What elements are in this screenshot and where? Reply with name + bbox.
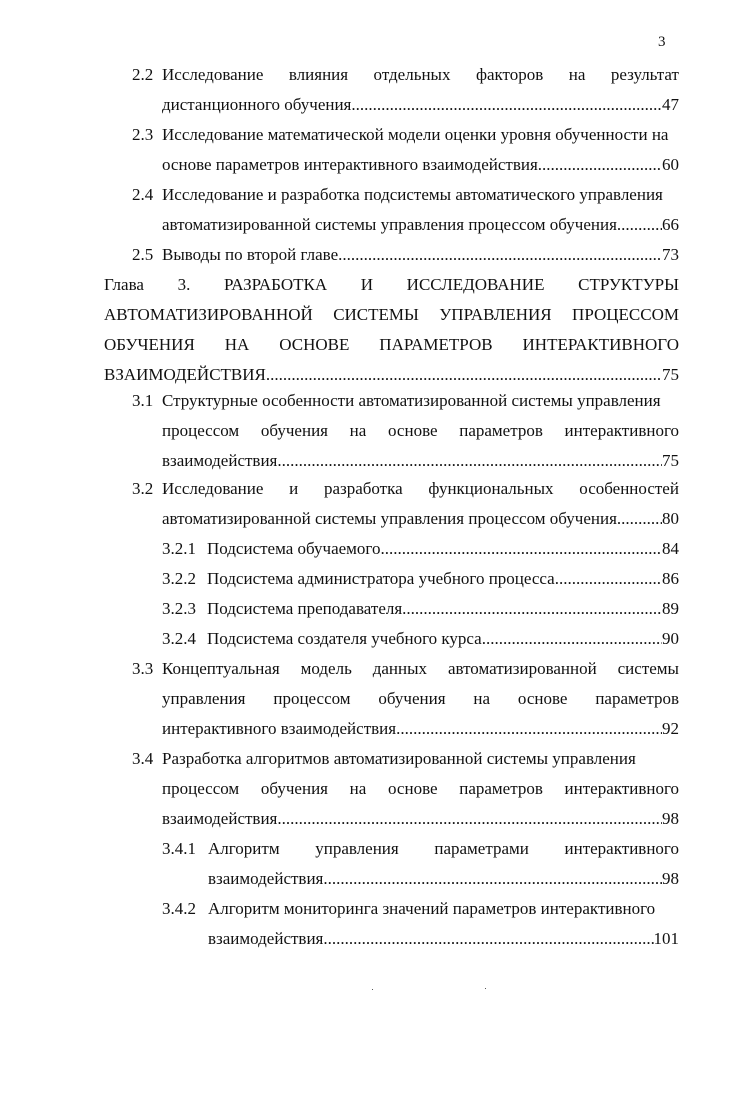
dot-leader bbox=[351, 90, 662, 120]
toc-entry-3-2-4 bbox=[0, 624, 733, 654]
toc-word: процессом bbox=[273, 689, 351, 708]
toc-leader-line bbox=[208, 924, 679, 954]
toc-chapter-3 bbox=[0, 270, 733, 390]
toc-number: 3.2.2 bbox=[162, 569, 196, 588]
toc-title: Подсистема преподавателя bbox=[207, 599, 403, 618]
toc-word: влияния bbox=[288, 65, 349, 84]
toc-word: и bbox=[289, 479, 299, 498]
dot-leader bbox=[555, 564, 662, 594]
dot-leader bbox=[323, 864, 662, 894]
toc-word: основе bbox=[517, 689, 568, 708]
toc-page-number: 47 bbox=[662, 95, 679, 114]
toc-number: 2.3 bbox=[132, 125, 154, 144]
toc-word: на bbox=[349, 779, 367, 798]
toc-number: 3.2 bbox=[132, 479, 154, 498]
toc-word: управления bbox=[315, 839, 399, 858]
toc-title: Исследование и разработка подсистемы автоматического управления bbox=[162, 185, 663, 204]
toc-word: Концептуальная bbox=[162, 659, 280, 678]
dot-leader bbox=[396, 714, 662, 744]
toc-word: интерактивного bbox=[564, 421, 679, 440]
toc-word: ИНТЕРАКТИВНОГО bbox=[522, 335, 679, 354]
toc-title-line bbox=[162, 60, 679, 90]
toc-word: процессом bbox=[162, 779, 240, 798]
toc-word: разработка bbox=[323, 479, 403, 498]
toc-word: НА bbox=[224, 335, 250, 354]
toc-word: системы bbox=[617, 659, 679, 678]
toc-title: Подсистема обучаемого bbox=[207, 539, 381, 558]
toc-title-line bbox=[162, 180, 679, 210]
toc-entry-2-3 bbox=[0, 120, 733, 180]
toc-word: функциональных bbox=[428, 479, 554, 498]
toc-page-number: 86 bbox=[662, 569, 679, 588]
toc-number: 2.4 bbox=[132, 185, 154, 204]
toc-entry-3-4 bbox=[0, 744, 733, 834]
scan-speck bbox=[485, 988, 486, 989]
toc-leader-line bbox=[162, 150, 679, 180]
dot-leader bbox=[617, 504, 662, 534]
toc-word: Исследование bbox=[162, 65, 264, 84]
toc-number: 3.3 bbox=[132, 659, 154, 678]
page-number: 3 bbox=[658, 34, 666, 50]
toc-title-line bbox=[162, 120, 679, 150]
toc-entry-3-2 bbox=[0, 474, 733, 534]
toc-word: основе bbox=[388, 779, 438, 798]
dot-leader bbox=[402, 594, 662, 624]
toc-word: факторов bbox=[475, 65, 544, 84]
toc-word: Алгоритм bbox=[208, 839, 280, 858]
toc-word: ОСНОВЕ bbox=[279, 335, 350, 354]
toc-entry-3-2-1 bbox=[0, 534, 733, 564]
toc-leader-line bbox=[207, 534, 679, 564]
toc-word: Исследование bbox=[162, 479, 264, 498]
toc-word: на bbox=[568, 65, 586, 84]
toc-page-number: 66 bbox=[662, 215, 679, 234]
toc-entry-3-2-3 bbox=[0, 594, 733, 624]
toc-title-line bbox=[162, 774, 679, 804]
toc-word: данных bbox=[372, 659, 428, 678]
toc-word: процессом bbox=[162, 421, 240, 440]
toc-word: обучения bbox=[260, 421, 328, 440]
toc-word: СИСТЕМЫ bbox=[333, 305, 419, 324]
toc-title-line bbox=[162, 386, 679, 416]
toc-leader-line bbox=[162, 210, 679, 240]
toc-title: дистанционного обучения bbox=[162, 95, 352, 114]
toc-number: 3.2.4 bbox=[162, 629, 196, 648]
toc-number: 3.4.1 bbox=[162, 839, 196, 858]
toc-number: 3.2.3 bbox=[162, 599, 196, 618]
toc-entry-3-4-1 bbox=[0, 834, 733, 894]
toc-title: основе параметров интерактивного взаимодействия bbox=[162, 155, 538, 174]
toc-title: Выводы по второй главе bbox=[162, 245, 339, 264]
toc-word: на bbox=[349, 421, 367, 440]
toc-word: И bbox=[360, 275, 374, 294]
toc-word: модель bbox=[300, 659, 352, 678]
toc-word: ИССЛЕДОВАНИЕ bbox=[406, 275, 545, 294]
toc-page-number: 75 bbox=[662, 365, 679, 384]
toc-title: взаимодействия bbox=[208, 869, 324, 888]
toc-page-number: 98 bbox=[662, 809, 679, 828]
toc-word: РАЗРАБОТКА bbox=[223, 275, 328, 294]
toc-word: СТРУКТУРЫ bbox=[578, 275, 679, 294]
toc-leader-line bbox=[162, 804, 679, 834]
dot-leader bbox=[338, 240, 662, 270]
dot-leader bbox=[482, 624, 662, 654]
toc-word: ПРОЦЕССОМ bbox=[572, 305, 679, 324]
dot-leader bbox=[381, 534, 663, 564]
toc-page-number: 75 bbox=[662, 451, 679, 470]
toc-word: основе bbox=[388, 421, 438, 440]
toc-title: взаимодействия bbox=[162, 451, 278, 470]
toc-number: 2.5 bbox=[132, 245, 154, 264]
toc-entry-3-3 bbox=[0, 654, 733, 744]
toc-title: Подсистема администратора учебного процесса bbox=[207, 569, 555, 588]
toc-title: ВЗАИМОДЕЙСТВИЯ bbox=[104, 365, 266, 384]
toc-title: Исследование математической модели оценки уровня обученности на bbox=[162, 125, 669, 144]
toc-page-number: 92 bbox=[662, 719, 679, 738]
toc-entry-3-2-2 bbox=[0, 564, 733, 594]
toc-word: отдельных bbox=[373, 65, 451, 84]
toc-title: взаимодействия bbox=[162, 809, 278, 828]
toc-leader-line bbox=[162, 240, 679, 270]
toc-title-line bbox=[162, 684, 679, 714]
dot-leader bbox=[277, 446, 662, 476]
toc-word: 3. bbox=[177, 275, 191, 294]
dot-leader bbox=[617, 210, 662, 240]
toc-leader-line bbox=[162, 90, 679, 120]
toc-title: автоматизированной системы управления процессом обучения bbox=[162, 509, 617, 528]
toc-word: параметрами bbox=[434, 839, 529, 858]
toc-title: взаимодействия bbox=[208, 929, 324, 948]
toc-number: 3.4 bbox=[132, 749, 154, 768]
toc-word: интерактивного bbox=[564, 779, 679, 798]
toc-title-line bbox=[162, 654, 679, 684]
toc-page-number: 80 bbox=[662, 509, 679, 528]
toc-word: управления bbox=[162, 689, 246, 708]
toc-page-number: 60 bbox=[662, 155, 679, 174]
toc-word: УПРАВЛЕНИЯ bbox=[439, 305, 552, 324]
toc-title-line bbox=[208, 894, 679, 924]
toc-leader-line bbox=[208, 864, 679, 894]
toc-leader-line bbox=[162, 504, 679, 534]
toc-number: 3.1 bbox=[132, 391, 154, 410]
toc-page-number: 101 bbox=[653, 929, 679, 948]
toc-page-number: 84 bbox=[662, 539, 679, 558]
toc-number: 2.2 bbox=[132, 65, 154, 84]
toc-word: особенностей bbox=[579, 479, 679, 498]
dot-leader bbox=[538, 150, 662, 180]
dot-leader bbox=[323, 924, 653, 954]
toc-number: 3.4.2 bbox=[162, 899, 196, 918]
toc-word: автоматизированной bbox=[447, 659, 597, 678]
toc-title: автоматизированной системы управления процессом обучения bbox=[162, 215, 617, 234]
toc-word: результат bbox=[610, 65, 679, 84]
toc-leader-line bbox=[207, 624, 679, 654]
toc-page-number: 90 bbox=[662, 629, 679, 648]
toc-word: АВТОМАТИЗИРОВАННОЙ bbox=[104, 305, 313, 324]
toc-title-line bbox=[162, 474, 679, 504]
toc-title: интерактивного взаимодействия bbox=[162, 719, 397, 738]
scan-speck bbox=[372, 989, 373, 990]
toc-number: 3.2.1 bbox=[162, 539, 196, 558]
toc-title: Структурные особенности автоматизированной системы управления bbox=[162, 391, 661, 410]
toc-word: интерактивного bbox=[564, 839, 679, 858]
toc-word: на bbox=[473, 689, 491, 708]
toc-word: параметров bbox=[595, 689, 679, 708]
toc-title-line bbox=[104, 330, 679, 360]
toc-title: Подсистема создателя учебного курса bbox=[207, 629, 482, 648]
toc-leader-line bbox=[162, 446, 679, 476]
toc-word: параметров bbox=[459, 779, 543, 798]
toc-word: ПАРАМЕТРОВ bbox=[379, 335, 493, 354]
toc-entry-3-1 bbox=[0, 386, 733, 476]
toc-entry-2-5 bbox=[0, 240, 733, 270]
toc-entry-3-4-2 bbox=[0, 894, 733, 954]
toc-title: Алгоритм мониторинга значений параметров интерактивного bbox=[208, 899, 656, 918]
toc-title-line bbox=[162, 416, 679, 446]
dot-leader bbox=[277, 804, 662, 834]
toc-entry-2-2 bbox=[0, 60, 733, 120]
toc-page-number: 98 bbox=[662, 869, 679, 888]
toc-leader-line bbox=[207, 564, 679, 594]
toc-word: обучения bbox=[378, 689, 446, 708]
toc-leader-line bbox=[162, 714, 679, 744]
toc-title-line bbox=[162, 744, 679, 774]
toc-word: параметров bbox=[459, 421, 543, 440]
toc-title: Разработка алгоритмов автоматизированной системы управления bbox=[162, 749, 636, 768]
toc-leader-line bbox=[207, 594, 679, 624]
toc-entry-2-4 bbox=[0, 180, 733, 240]
toc-page-number: 73 bbox=[662, 245, 679, 264]
toc-page-number: 89 bbox=[662, 599, 679, 618]
toc-word: Глава bbox=[104, 275, 144, 294]
toc-title-line bbox=[104, 300, 679, 330]
scan-artifacts bbox=[0, 988, 733, 992]
toc-title-line bbox=[104, 270, 679, 300]
toc-word: обучения bbox=[260, 779, 328, 798]
toc-title-line bbox=[208, 834, 679, 864]
toc-word: ОБУЧЕНИЯ bbox=[104, 335, 195, 354]
